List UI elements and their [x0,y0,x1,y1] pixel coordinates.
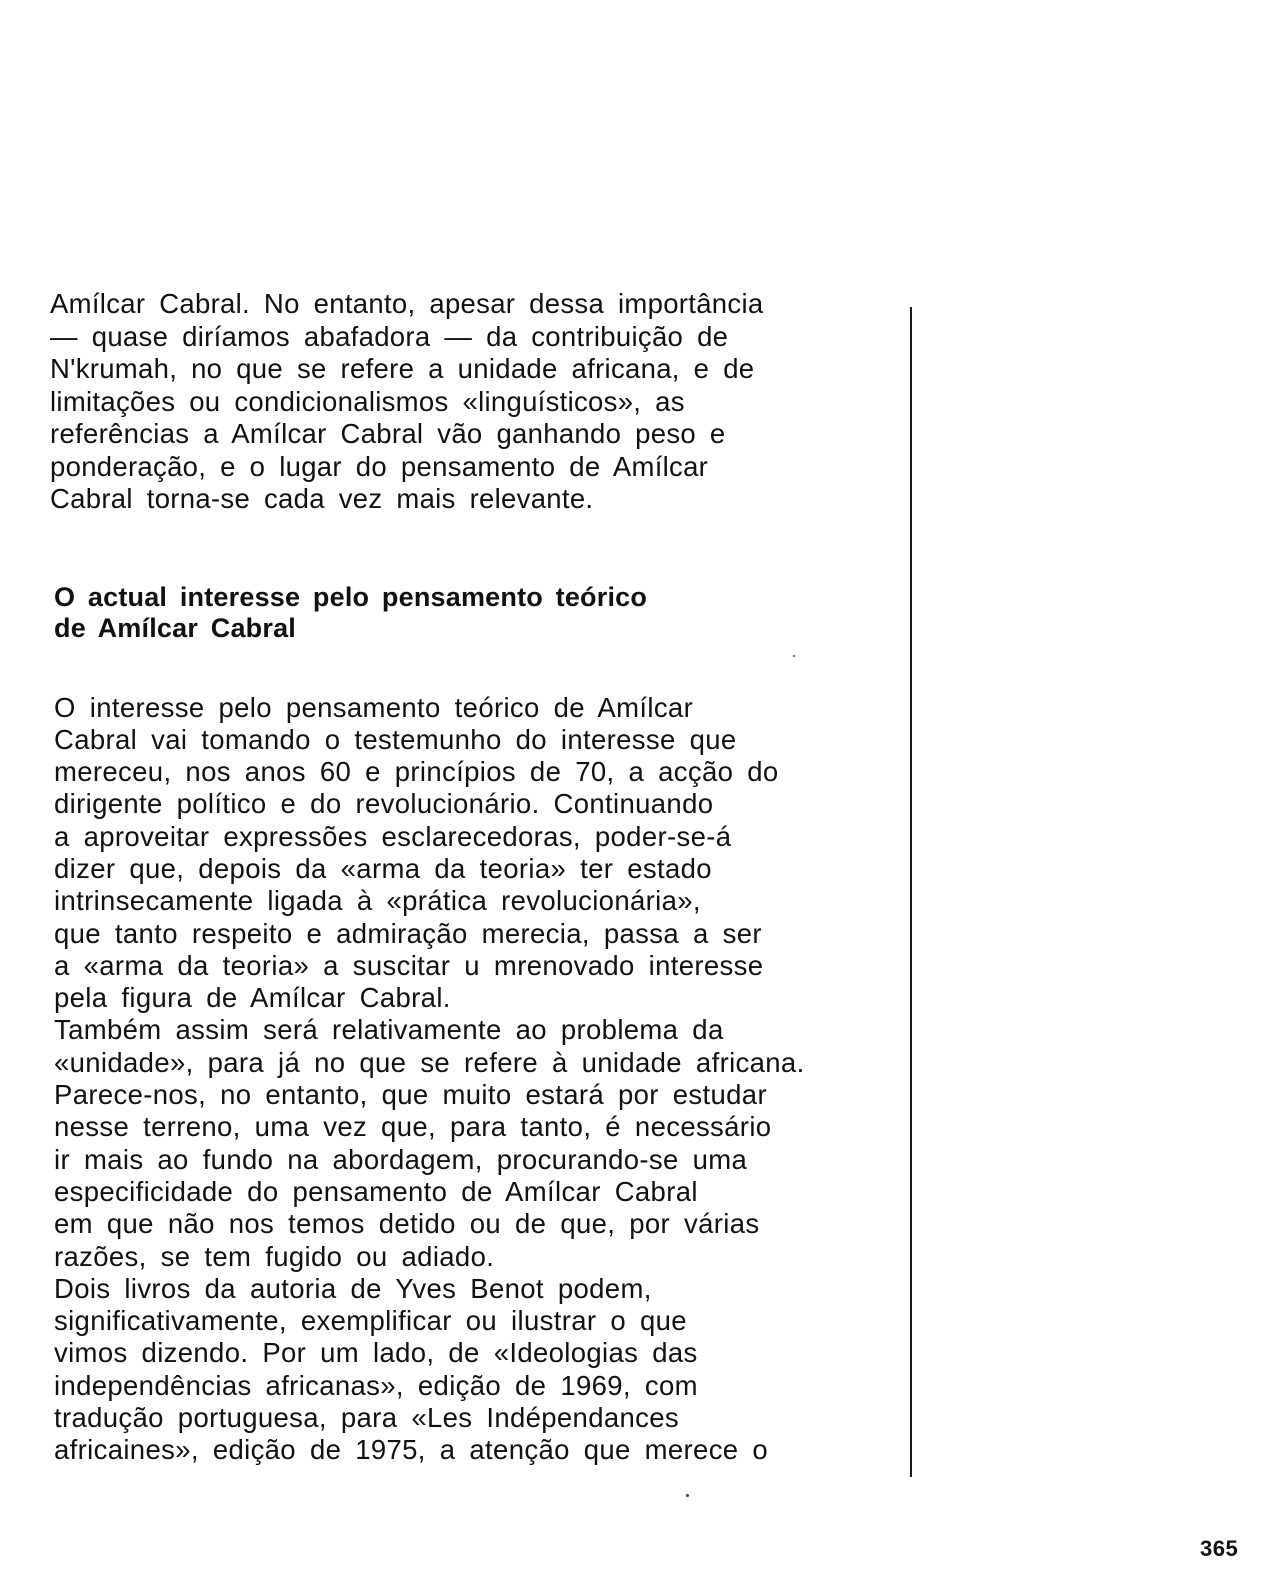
heading-line: O actual interesse pelo pensamento teórico [54,581,648,612]
body-line: «unidade», para já no que se refere à unidade africana. [54,1046,805,1078]
column-rule [910,307,912,1477]
body-line: nesse terreno, uma vez que, para tanto, é necessário [54,1111,772,1143]
intro-line: Amílcar Cabral. No entanto, apesar dessa importância [50,288,764,319]
body-line: mereceu, nos anos 60 e princípios de 70, a acção do [54,756,779,788]
section-body [54,692,908,1467]
intro-line: N'krumah, no que se refere a unidade africana, e de [50,353,755,384]
section-heading [54,582,908,644]
body-line: Cabral vai tomando o testemunho do interesse que [54,723,737,755]
body-line: ir mais ao fundo na abordagem, procurando-se uma [54,1143,748,1175]
body-line: O interesse pelo pensamento teórico de Amílcar [54,691,694,723]
body-line: africaines», edição de 1975, a atenção que merece o [54,1434,769,1466]
body-line: significativamente, exemplificar ou ilustrar o que [54,1305,687,1337]
body-line: Dois livros da autoria de Yves Benot podem, [54,1272,652,1304]
intro-line: limitações ou condicionalismos «linguísticos», as [50,385,685,417]
body-line: Também assim será relativamente ao problema da [54,1014,724,1046]
body-line: vimos dizendo. Por um lado, de «Ideologias das [54,1337,698,1369]
print-speck [686,1494,689,1497]
body-line: dizer que, depois da «arma da teoria» ter estado [54,852,712,884]
body-line: especificidade do pensamento de Amílcar Cabral [54,1175,698,1207]
body-line: que tanto respeito e admiração merecia, passa a ser [54,917,762,949]
intro-line: referências a Amílcar Cabral vão ganhando peso e [50,418,726,449]
body-line: em que não nos temos detido ou de que, por várias [54,1208,760,1240]
body-line: intrinsecamente ligada à «prática revolucionária», [54,885,701,917]
page-number: 365 [1200,1536,1239,1561]
heading-line: de Amílcar Cabral [54,612,296,643]
intro-line: — quase diríamos abafadora — da contribuição de [50,320,729,352]
body-line: independências africanas», edição de 1969, com [54,1369,698,1401]
print-speck [793,655,795,657]
body-line: a aproveitar expressões esclarecedoras, poder-se-á [54,820,732,852]
intro-line: Cabral torna-se cada vez mais relevante. [50,483,594,514]
body-line: dirigente político e do revolucionário. Continuando [54,788,714,820]
body-line: pela figura de Amílcar Cabral. [54,982,451,1014]
body-line: razões, se tem fugido ou adiado. [54,1240,495,1272]
intro-line: ponderação, e o lugar do pensamento de Amílcar [50,450,709,482]
body-line: Parece-nos, no entanto, que muito estará por estudar [54,1079,767,1111]
text-column [50,288,908,1467]
body-line: a «arma da teoria» a suscitar u mrenovado interesse [54,949,764,981]
body-line: tradução portuguesa, para «Les Indépendances [54,1402,679,1434]
intro-paragraph [50,288,908,516]
